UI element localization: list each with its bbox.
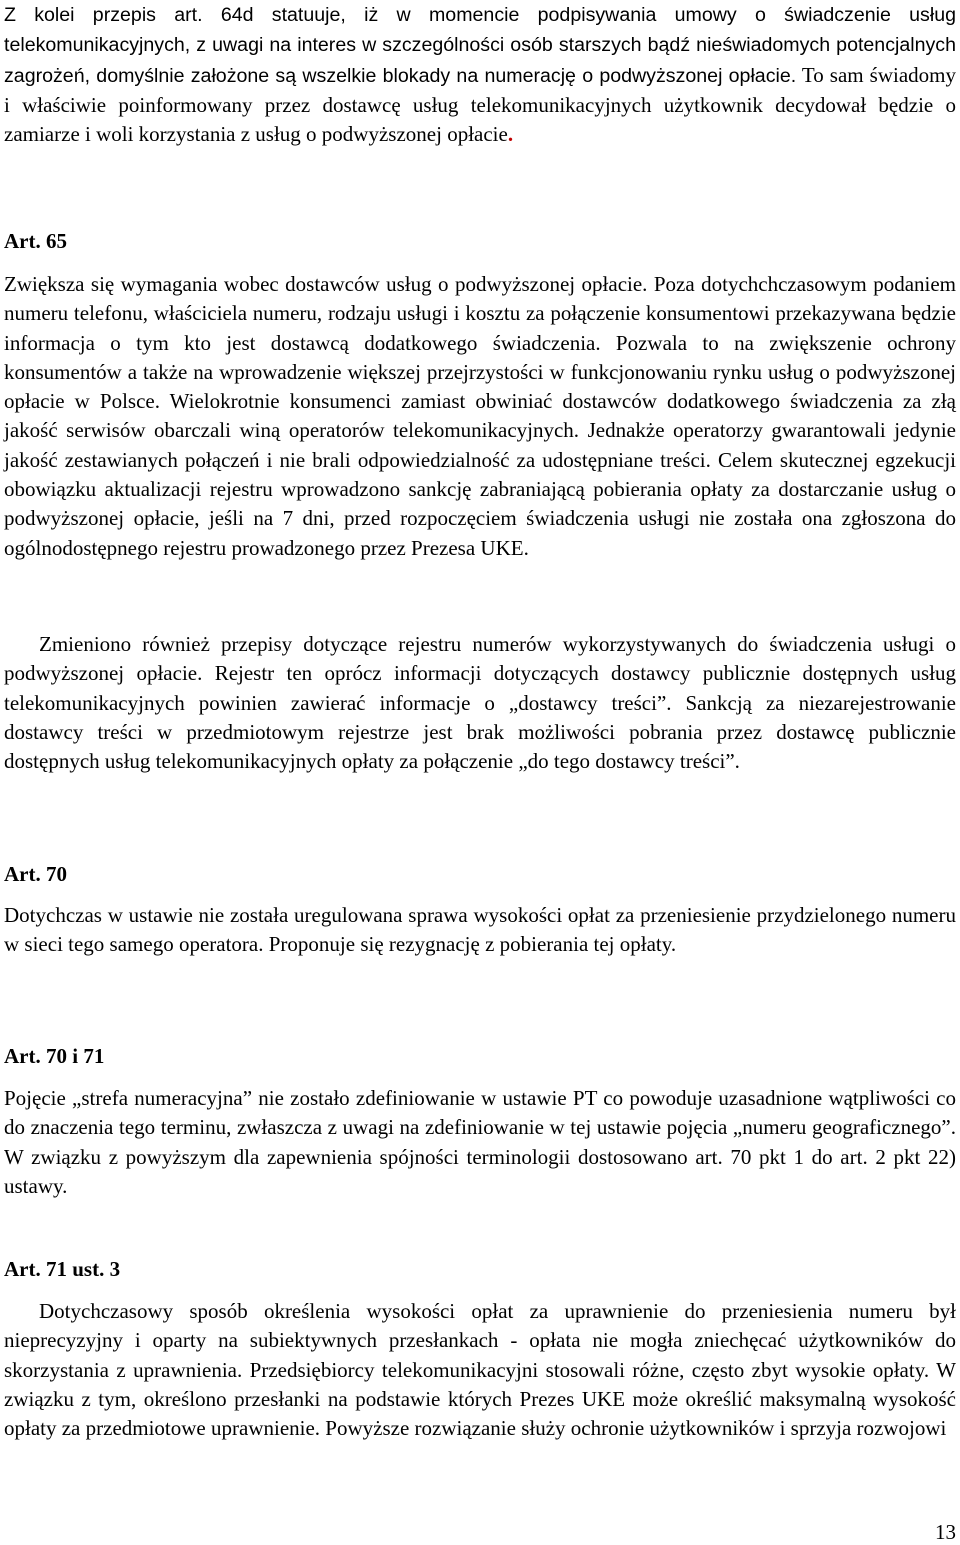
art65-section xyxy=(4,227,956,256)
art65-heading: Art. 65 xyxy=(4,229,67,253)
art70-body xyxy=(4,901,956,960)
art70-71-section xyxy=(4,1042,956,1071)
intro-section xyxy=(4,0,956,149)
art70-heading: Art. 70 xyxy=(4,862,67,886)
art65-body-2 xyxy=(4,630,956,776)
intro-sans-text: Z kolei przepis art. 64d statuuje, iż w momencie podpisywania umowy o świadczenie usług telekomunikacyjnych, z uwagi na interes w szczególności osób starszych bądź nieświadomych potencjalnych zagrożeń, domyślnie założone są wszelkie blokady na numerację o podwyższonej opłacie. xyxy=(4,4,956,87)
intro-red-dot: . xyxy=(507,122,514,147)
art70-section xyxy=(4,860,956,889)
art65-paragraph: Zwiększa się wymagania wobec dostawców usług o podwyższonej opłacie. Poza dotychchczasowym podaniem numeru telefonu, właściciela numeru, rodzaju usługi i kosztu za połączenie konsumentowi przekazywana będzie informacja o tym kto jest dostawcą dodatkowego świadczenia. Pozwala to na zwiększenie ochrony konsumentów a także na wprowadzenie większej przejrzystości w funkcjonowaniu rynku usług o podwyższonej opłacie w Polsce. Wielokrotnie konsumenci zamiast obwiniać dostawców dodatkowego świadczenia za złą jakość serwisów obarczali winą operatorów telekomunikacyjnych. Jednakże operatorzy gwarantowali jedynie jakość zestawianych połączeń i nie brali odpowiedzialność za udostępniane treści. Celem skutecznej egzekucji obowiązku aktualizacji rejestru wprowadzono sankcję zabraniającą pobierania opłaty za dostarczanie usług o podwyższonej opłacie, jeśli na 7 dni, przed rozpoczęciem świadczenia usługi nie została ona zgłoszona do ogólnodostępnego rejestru prowadzonego przez Prezesa UKE. xyxy=(4,272,956,560)
art70-71-paragraph: Pojęcie „strefa numeracyjna” nie zostało zdefiniowanie w ustawie PT co powoduje uzasadnione wątpliwości co do znaczenia tego terminu, zwłaszcza z uwagi na zdefiniowanie w tej ustawie pojęcia „numeru geograficznego”. W związku z powyższym dla zapewnienia spójności terminologii dostosowano art. 70 pkt 1 do art. 2 pkt 22) ustawy. xyxy=(4,1086,956,1198)
art70-paragraph: Dotychczas w ustawie nie została uregulowana sprawa wysokości opłat za przeniesienie przydzielonego numeru w sieci tego samego operatora. Proponuje się rezygnację z pobierania tej opłaty. xyxy=(4,903,956,957)
intro-paragraph xyxy=(4,0,956,149)
page-number: 13 xyxy=(935,1520,956,1544)
art65-paragraph-2: Zmieniono również przepisy dotyczące rejestru numerów wykorzystywanych do świadczenia usługi o podwyższonej opłacie. Rejestr ten oprócz informacji dotyczących dostawcy publicznie dostępnych usług telekomunikacyjnych powinien zawierać informacje o „dostawcy treści”. Sankcją za niezarejestrowanie dostawcy treści w przedmiotowym rejestrze jest brak możliwości pobrania przez dostawcę publicznie dostępnych usług telekomunikacyjnych opłaty za połączenie „do tego dostawcy treści”. xyxy=(4,632,956,774)
art71-3-heading: Art. 71 ust. 3 xyxy=(4,1257,121,1281)
art65-body xyxy=(4,270,956,563)
art70-71-body xyxy=(4,1084,956,1201)
art71-3-section xyxy=(4,1255,956,1284)
intro-serif-text: To sam świadomy i właściwie poinformowany przez dostawcę usług telekomunikacyjnych użytkownik decydował będzie o zamiarze i woli korzystania z usług o podwyższonej opłacie xyxy=(4,62,956,147)
art71-3-body xyxy=(4,1297,956,1443)
art71-3-paragraph: Dotychczasowy sposób określenia wysokości opłat za uprawnienie do przeniesienia numeru był nieprecyzyjny i oparty na subiektywnych przesłankach - opłata nie mogła zniechęcać użytkowników do skorzystania z uprawnienia. Przedsiębiorcy telekomunikacyjni stosowali różne, często zbyt wysokie opłaty. W związku z tym, określono przesłanki na podstawie których Prezes UKE może określić maksymalną wysokość opłaty za przedmiotowe uprawnienie. Powyższe rozwiązanie służy ochronie użytkowników i sprzyja rozwojowi xyxy=(4,1299,956,1441)
art70-71-heading: Art. 70 i 71 xyxy=(4,1044,105,1068)
